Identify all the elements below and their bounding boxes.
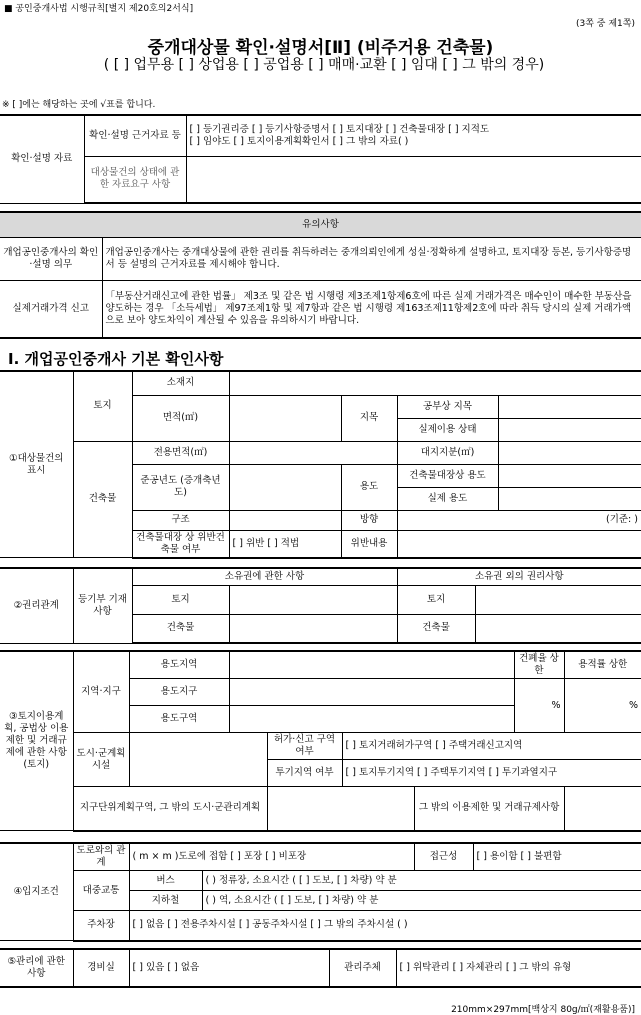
bus-field[interactable]: ( ) 정류장, 소요시간 ( [ ] 도보, [ ] 차량) 약 분 bbox=[202, 871, 641, 891]
management-label: ⑤관리에 관한사항 bbox=[0, 949, 73, 987]
legal-basis: ■ 공인중개사법 시행규칙[별지 제20호의2서식] bbox=[4, 4, 194, 14]
other-building-label: 건축물 bbox=[397, 614, 475, 643]
section-1-title: Ⅰ. 개업공인중개사 기본 확인사항 bbox=[8, 350, 224, 368]
use-actual-field[interactable] bbox=[498, 487, 641, 510]
speculation-label: 투기지역 여부 bbox=[267, 760, 342, 787]
rights-table bbox=[0, 567, 641, 644]
basis-checkboxes[interactable] bbox=[186, 115, 641, 156]
district-plan-field[interactable] bbox=[267, 787, 414, 831]
plan-label: 도시·군계획 시설 bbox=[73, 733, 129, 787]
other-land-label: 토지 bbox=[397, 585, 475, 614]
other-limit-label: 그 밖의 이용제한 및 거래규제사항 bbox=[414, 787, 564, 831]
transit-label: 대중교통 bbox=[73, 871, 129, 911]
form-subtitle: ( [ ] 업무용 [ ] 상업용 [ ] 공업용 [ ] 매매·교환 [ ] 임대 [ ] 그 밖의 경우) bbox=[103, 57, 545, 73]
page-number: (3쪽 중 제1쪽) bbox=[576, 19, 635, 29]
other-limit-field[interactable] bbox=[564, 787, 641, 831]
basis-line-1: [ ] 등기권리증 [ ] 등기사항증명서 [ ] 토지대장 [ ] 건축물대장 [ ] 지적도 bbox=[189, 123, 490, 135]
building-label: 건축물 bbox=[73, 441, 132, 558]
manager-label: 관리주체 bbox=[329, 949, 396, 987]
target-table bbox=[0, 370, 641, 559]
road-field[interactable]: ( m × m )도로에 접함 [ ] 포장 [ ] 비포장 bbox=[129, 843, 414, 871]
ownership-land-field[interactable] bbox=[229, 585, 397, 614]
duty-text: 개업공인중개사는 중개대상물에 관한 권리를 취득하려는 중개의뢰인에게 성실·정확하게 설명하고, 토지대장 등본, 등기사항증명서 등 설명의 근거자료를 제시해야 합니다. bbox=[102, 237, 641, 280]
rights-land-label: 토지 bbox=[132, 585, 229, 614]
address-field[interactable] bbox=[229, 371, 641, 395]
paper-spec: 210mm×297mm[백상지 80g/㎡(재활용품)] bbox=[451, 1005, 635, 1015]
far-label: 용적률 상한 bbox=[564, 651, 641, 679]
jimok-actual-label: 실제이용 상태 bbox=[397, 418, 498, 441]
jimok-actual-field[interactable] bbox=[498, 418, 641, 441]
use-district-label: 용도지구 bbox=[129, 679, 229, 706]
land-share-label: 대지지분(㎡) bbox=[397, 441, 498, 464]
far-field[interactable]: % bbox=[564, 679, 641, 733]
confirm-table bbox=[0, 114, 641, 204]
price-label: 실제거래가격 신고 bbox=[0, 280, 102, 338]
confirm-label: 확인·설명 자료 bbox=[0, 115, 84, 203]
use-zone-label: 용도구역 bbox=[129, 706, 229, 733]
use-actual-label: 실제 용도 bbox=[397, 487, 498, 510]
other-building-field[interactable] bbox=[475, 614, 641, 643]
location-table bbox=[0, 842, 641, 942]
land-share-field[interactable] bbox=[498, 441, 641, 464]
access-options[interactable]: [ ] 용이함 [ ] 불편함 bbox=[473, 843, 641, 871]
use-area-label: 용도지역 bbox=[129, 651, 229, 679]
violation-options[interactable]: [ ] 위반 [ ] 적법 bbox=[229, 530, 341, 558]
plan-field[interactable] bbox=[129, 733, 267, 787]
guard-label: 경비실 bbox=[73, 949, 129, 987]
permit-label: 허가·신고 구역 여부 bbox=[267, 733, 342, 760]
area-field[interactable] bbox=[229, 395, 341, 441]
rights-building-label: 건축물 bbox=[132, 614, 229, 643]
notice-table bbox=[0, 211, 641, 339]
subway-field[interactable]: ( ) 역, 소요시간 ( [ ] 도보, [ ] 차량) 약 분 bbox=[202, 891, 641, 911]
jimok-official-field[interactable] bbox=[498, 395, 641, 418]
land-label: 토지 bbox=[73, 371, 132, 441]
speculation-options[interactable]: [ ] 토지투기지역 [ ] 주택투기지역 [ ] 투기과열지구 bbox=[342, 760, 641, 787]
ownership-header: 소유권에 관한 사항 bbox=[132, 568, 397, 585]
usage-label: ③토지이용계획, 공법상 이용제한 및 거래규제에 관한 사항(토지) bbox=[0, 651, 73, 831]
area-label: 면적(㎡) bbox=[132, 395, 229, 441]
access-label: 접근성 bbox=[414, 843, 473, 871]
violation-label: 건축물대장 상 위반건축물 여부 bbox=[132, 530, 229, 558]
use-ledger-label: 건축물대장상 용도 bbox=[397, 464, 498, 487]
checkbox-note: ※ [ ]에는 해당하는 곳에 √표를 합니다. bbox=[2, 100, 156, 110]
request-label: 대상물건의 상태에 관한 자료요구 사항 bbox=[84, 156, 186, 203]
duty-label: 개업공인중개사의 확인·설명 의무 bbox=[0, 237, 102, 280]
direction-field[interactable]: (기준: ) bbox=[397, 510, 641, 530]
use-ledger-field[interactable] bbox=[498, 464, 641, 487]
registry-label: 등기부 기재사항 bbox=[73, 568, 132, 643]
form-title: 중개대상물 확인·설명서[Ⅱ] (비주거용 건축물) bbox=[147, 38, 494, 58]
parking-options[interactable]: [ ] 없음 [ ] 전용주차시설 [ ] 공동주차시설 [ ] 그 밖의 주차시설 ( ) bbox=[129, 911, 641, 941]
other-rights-header: 소유권 외의 권리사항 bbox=[397, 568, 641, 585]
completion-year-field[interactable] bbox=[229, 464, 341, 510]
use-label: 용도 bbox=[341, 464, 397, 510]
jimok-label: 지목 bbox=[341, 395, 397, 441]
rights-label: ②권리관계 bbox=[0, 568, 73, 643]
exclusive-area-label: 전용면적(㎡) bbox=[132, 441, 229, 464]
use-zone-field[interactable] bbox=[229, 706, 514, 733]
permit-options[interactable]: [ ] 토지거래허가구역 [ ] 주택거래신고지역 bbox=[342, 733, 641, 760]
structure-label: 구조 bbox=[132, 510, 229, 530]
use-district-field[interactable] bbox=[229, 679, 514, 706]
structure-field[interactable] bbox=[229, 510, 341, 530]
request-field[interactable] bbox=[186, 156, 641, 203]
bcr-label: 건폐율 상한 bbox=[514, 651, 564, 679]
address-label: 소재지 bbox=[132, 371, 229, 395]
violation-detail-field[interactable] bbox=[397, 530, 641, 558]
direction-label: 방향 bbox=[341, 510, 397, 530]
ownership-building-field[interactable] bbox=[229, 614, 397, 643]
target-label: ①대상물건의 표시 bbox=[0, 371, 73, 558]
usage-table bbox=[0, 650, 641, 832]
basis-line-2: [ ] 임야도 [ ] 토지이용계획확인서 [ ] 그 밖의 자료( ) bbox=[189, 135, 409, 147]
exclusive-area-field[interactable] bbox=[229, 441, 397, 464]
use-area-field[interactable] bbox=[229, 651, 514, 679]
guard-options[interactable]: [ ] 있음 [ ] 없음 bbox=[129, 949, 329, 987]
completion-year-label: 준공년도 (증개축년도) bbox=[132, 464, 229, 510]
notice-title: 유의사항 bbox=[0, 212, 641, 237]
zone-label: 지역·지구 bbox=[73, 651, 129, 733]
bus-label: 버스 bbox=[129, 871, 202, 891]
parking-label: 주차장 bbox=[73, 911, 129, 941]
manager-options[interactable]: [ ] 위탁관리 [ ] 자체관리 [ ] 그 밖의 유형 bbox=[396, 949, 641, 987]
basis-label: 확인·설명 근거자료 등 bbox=[84, 115, 186, 156]
price-text: 「부동산거래신고에 관한 법률」 제3조 및 같은 법 시행령 제3조제1항제6호에 따른 실제 거래가격은 매수인이 매수한 부동산을 양도하는 경우 「소득세법」 제97조제1항 및 제7항과 같은 법 시행령 제163조제11항제2호에 따라 취득 당시의 실제 거래가액으로 보아 양도차익이 계산될 수 있음을 유의하시기 바랍니다. bbox=[102, 280, 641, 338]
road-label: 도로와의 관계 bbox=[73, 843, 129, 871]
other-land-field[interactable] bbox=[475, 585, 641, 614]
violation-detail-label: 위반내용 bbox=[341, 530, 397, 558]
bcr-field[interactable]: % bbox=[514, 679, 564, 733]
jimok-official-label: 공부상 지목 bbox=[397, 395, 498, 418]
subway-label: 지하철 bbox=[129, 891, 202, 911]
district-plan-label: 지구단위계획구역, 그 밖의 도시·군관리계획 bbox=[73, 787, 267, 831]
management-table bbox=[0, 948, 641, 988]
location-label: ④입지조건 bbox=[0, 843, 73, 941]
